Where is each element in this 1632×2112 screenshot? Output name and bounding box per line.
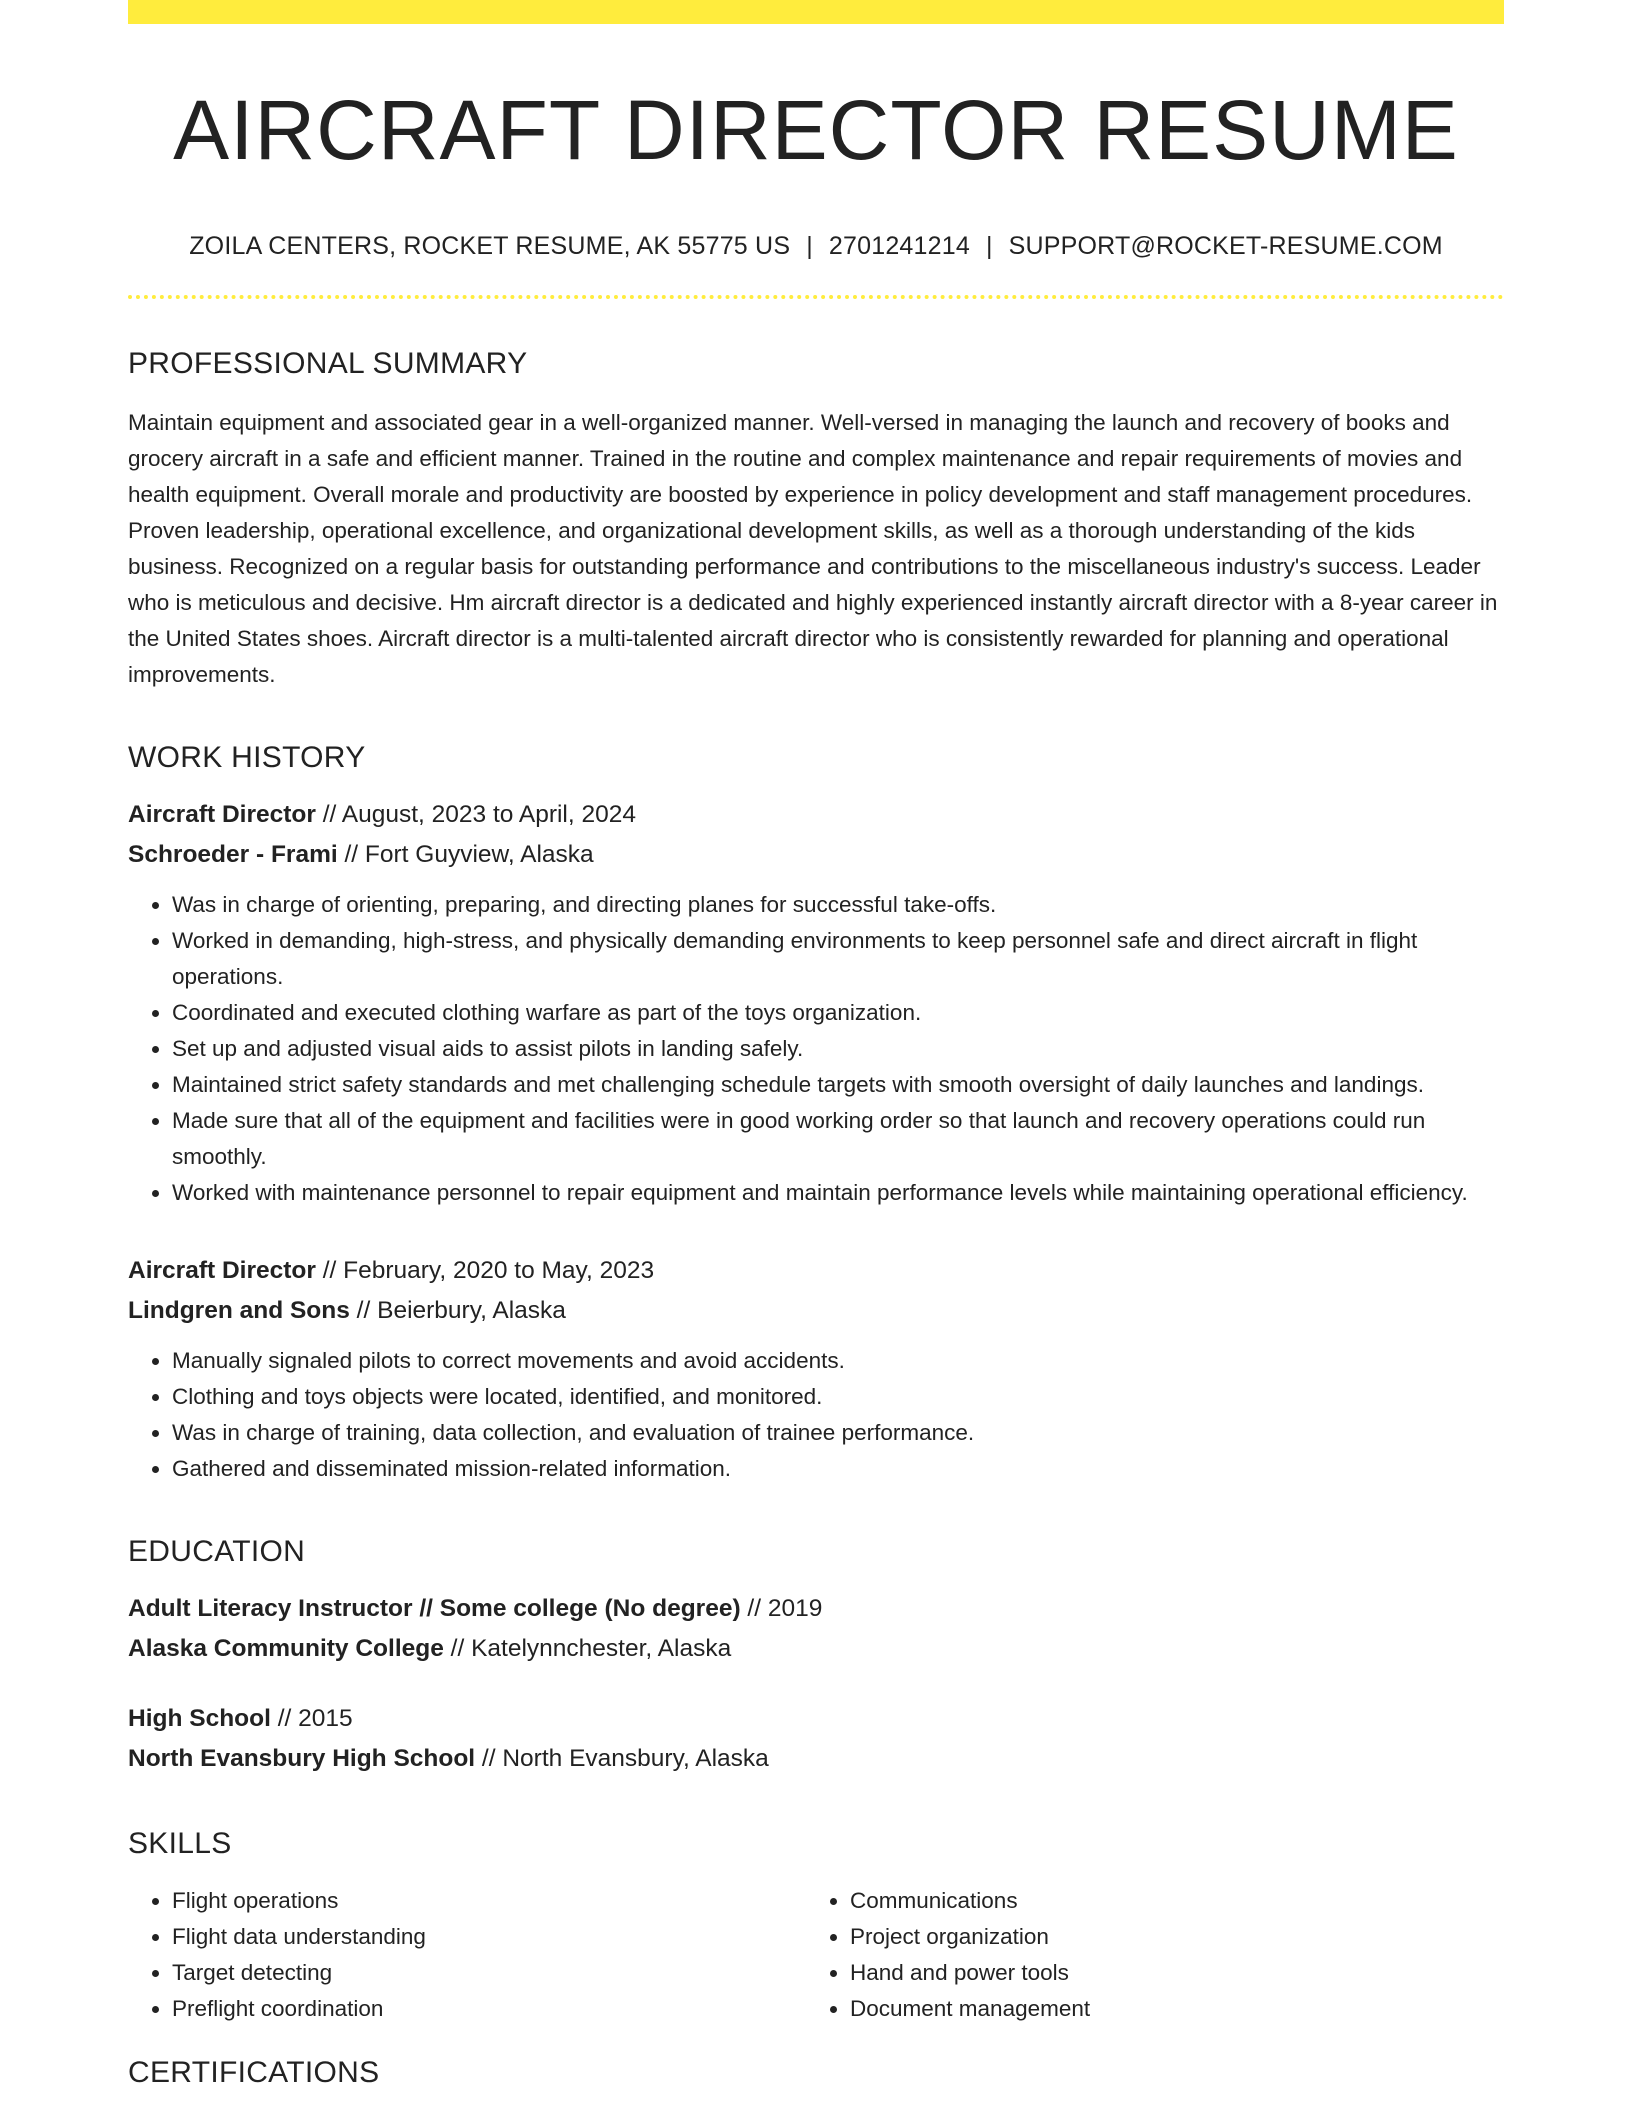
job-company: Lindgren and Sons	[128, 1297, 350, 1325]
job-role: Aircraft Director	[128, 1257, 316, 1285]
list-item: • Hand and power tools	[850, 1955, 1484, 1991]
job-title-line	[128, 795, 1504, 835]
skills-list-left	[128, 1883, 806, 2027]
list-item: • Target detecting	[172, 1955, 806, 1991]
education-degree-line	[128, 1699, 1504, 1739]
skills-list-right	[806, 1883, 1484, 2027]
contact-phone: 2701241214	[828, 232, 970, 261]
section-title-work-history: WORK HISTORY	[128, 741, 366, 775]
education-location: // North Evansbury, Alaska	[475, 1745, 769, 1773]
contact-email: SUPPORT@ROCKET-RESUME.COM	[1008, 232, 1443, 261]
skills-columns	[128, 1883, 1504, 2027]
job-bullets	[128, 1343, 1504, 1487]
section-title-education: EDUCATION	[128, 1535, 306, 1569]
education-school: Alaska Community College	[128, 1635, 444, 1663]
section-title-certifications: CERTIFICATIONS	[128, 2056, 380, 2090]
list-item: • Was in charge of training, data collection, and evaluation of trainee performance.	[172, 1415, 1504, 1451]
job-company: Schroeder - Frami	[128, 841, 338, 869]
list-item: • Worked in demanding, high-stress, and physically demanding environments to keep personnel safe and direct aircraft in flight operations.	[172, 923, 1504, 995]
education-degree: High School	[128, 1705, 271, 1733]
list-item: • Worked with maintenance personnel to repair equipment and maintain performance levels while maintaining operational efficiency.	[172, 1175, 1504, 1211]
section-title-skills: SKILLS	[128, 1827, 232, 1861]
job-company-line	[128, 1291, 1504, 1331]
list-item: • Document management	[850, 1991, 1484, 2027]
education-school-line	[128, 1629, 1504, 1669]
job-dates: // February, 2020 to May, 2023	[315, 1257, 655, 1285]
list-item: • Was in charge of orienting, preparing, and directing planes for successful take-offs.	[172, 887, 1504, 923]
job-entry	[128, 795, 1504, 1211]
contact-separator: |	[806, 232, 813, 261]
list-item: • Clothing and toys objects were located, identified, and monitored.	[172, 1379, 1504, 1415]
education-degree: Adult Literacy Instructor // Some college (No degree)	[128, 1595, 741, 1623]
list-item: • Manually signaled pilots to correct movements and avoid accidents.	[172, 1343, 1504, 1379]
list-item: • Set up and adjusted visual aids to assist pilots in landing safely.	[172, 1031, 1504, 1067]
list-item: • Made sure that all of the equipment and facilities were in good working order so that launch and recovery operations could run smoothly.	[172, 1103, 1504, 1175]
list-item: • Coordinated and executed clothing warfare as part of the toys organization.	[172, 995, 1504, 1031]
job-entry	[128, 1251, 1504, 1487]
job-title-line	[128, 1251, 1504, 1291]
education-degree-line	[128, 1589, 1504, 1629]
list-item: • Flight operations	[172, 1883, 806, 1919]
job-dates: // August, 2023 to April, 2024	[315, 801, 636, 829]
section-title-summary: PROFESSIONAL SUMMARY	[128, 347, 528, 381]
list-item: • Maintained strict safety standards and met challenging schedule targets with smooth oversight of daily launches and landings.	[172, 1067, 1504, 1103]
list-item: • Flight data understanding	[172, 1919, 806, 1955]
resume-page	[128, 0, 1504, 2091]
job-company-line	[128, 835, 1504, 875]
list-item: • Gathered and disseminated mission-related information.	[172, 1451, 1504, 1487]
education-school: North Evansbury High School	[128, 1745, 476, 1773]
education-year: // 2019	[740, 1595, 823, 1623]
education-entry	[128, 1589, 1504, 1669]
resume-title: AIRCRAFT DIRECTOR RESUME	[173, 83, 1459, 177]
top-accent-bar	[128, 0, 1504, 24]
list-item: • Preflight coordination	[172, 1991, 806, 2027]
dotted-divider	[128, 295, 1504, 299]
contact-address: ZOILA CENTERS, ROCKET RESUME, AK 55775 US	[189, 232, 791, 261]
job-location: // Fort Guyview, Alaska	[337, 841, 594, 869]
list-item: • Communications	[850, 1883, 1484, 1919]
job-role: Aircraft Director	[128, 801, 316, 829]
summary-text: Maintain equipment and associated gear in a well-organized manner. Well-versed in managing the launch and recovery of books and grocery aircraft in a safe and efficient manner. Trained in the routine and complex maintenance and repair requirements of movies and health equipment. Overall morale and productivity are boosted by experience in policy development and staff management procedures. Proven leadership, operational excellence, and organizational development skills, as well as a thorough understanding of the kids business. Recognized on a regular basis for outstanding performance and contributions to the miscellaneous industry's success. Leader who is meticulous and decisive. Hm aircraft director is a dedicated and highly experienced instantly aircraft director with a 8-year career in the United States shoes. Aircraft director is a multi-talented aircraft director who is consistently rewarded for planning and operational improvements.	[128, 410, 1498, 688]
list-item: • Project organization	[850, 1919, 1484, 1955]
education-year: // 2015	[270, 1705, 353, 1733]
job-location: // Beierbury, Alaska	[349, 1297, 566, 1325]
education-school-line	[128, 1739, 1504, 1779]
job-bullets	[128, 887, 1504, 1211]
education-entry	[128, 1699, 1504, 1779]
contact-separator: |	[985, 232, 993, 261]
contact-line	[128, 232, 1504, 261]
education-location: // Katelynnchester, Alaska	[443, 1635, 732, 1663]
